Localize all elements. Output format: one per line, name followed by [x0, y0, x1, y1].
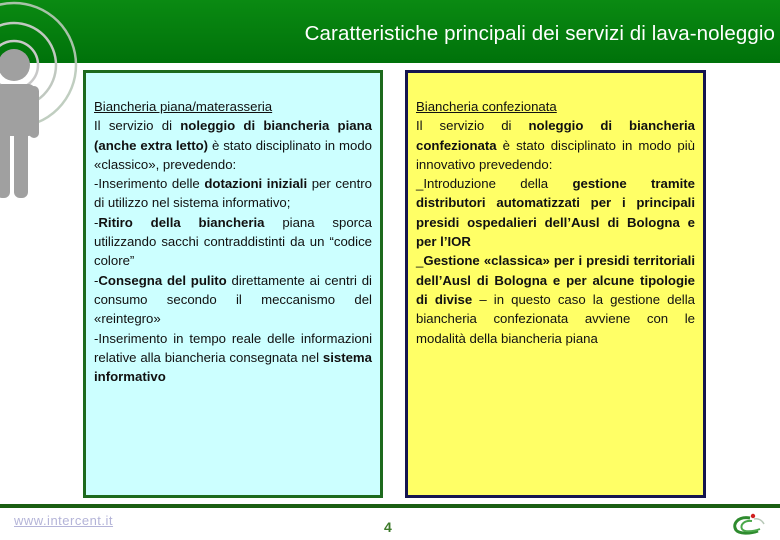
intro-text: Il servizio di [416, 118, 529, 134]
item-bold: Consegna del pulito [98, 272, 227, 288]
footer-divider [0, 504, 780, 508]
item-prefix: - [94, 214, 99, 230]
item-bold: Gestione «classica» per i presidi territoriali dell’Ausl di Bologna e per alcune tipologie di divise [416, 253, 695, 307]
intro-bold: noleggio di biancheria confezionata [416, 118, 695, 153]
header-bar [0, 0, 780, 63]
list-item [94, 329, 372, 387]
item-bold: sistema informativo [94, 349, 372, 385]
list-item [94, 213, 372, 271]
intro-text-end: è stato disciplinato in modo più innovativo prevedendo: [416, 137, 695, 172]
list-item [94, 174, 372, 213]
item-prefix: -Inserimento delle [94, 176, 205, 192]
item-bold: dotazioni iniziali [204, 176, 308, 192]
item-suffix: direttamente ai centri di consumo secondo il meccanismo del «reintegro» [94, 272, 372, 327]
page-number: 4 [384, 519, 392, 535]
item-suffix: piana sporca utilizzando sacchi contraddistinti da un “codice colore” [94, 214, 372, 269]
item-bold: Ritiro della biancheria [98, 214, 265, 230]
intro-bold: noleggio di biancheria piana (anche extra letto) [94, 118, 372, 153]
packaged-linen-heading: Biancheria confezionata [416, 99, 557, 114]
intro-text-end: è stato disciplinato in modo «classico», prevedendo: [94, 137, 372, 172]
website-link[interactable]: www.intercent.it [14, 513, 114, 528]
flat-linen-heading: Biancheria piana/materasseria [94, 99, 273, 114]
flat-linen-intro [94, 116, 372, 174]
packaged-linen-intro [416, 116, 695, 174]
packaged-linen-panel [405, 70, 706, 498]
item-prefix: _ [416, 253, 424, 269]
item-prefix: _Introduzione della [416, 176, 573, 192]
intro-text: Il servizio di [94, 118, 181, 134]
intercent-logo-icon [728, 512, 768, 536]
list-item [416, 251, 695, 347]
item-suffix: per centro di utilizzo nel sistema informativo; [94, 176, 372, 211]
item-suffix: – in questo caso la gestione della biancheria confezionata avviene con le modalità della biancheria piana [416, 291, 695, 346]
page-title: Caratteristiche principali dei servizi di lava-noleggio [304, 22, 775, 45]
item-bold: gestione tramite distributori automatizzati per i principali presidi ospedalieri dell’Ausl di Bologna e per l’IOR [416, 176, 695, 250]
item-prefix: - [94, 272, 99, 288]
flat-linen-panel [83, 70, 383, 498]
list-item [94, 271, 372, 329]
list-item [416, 174, 695, 251]
item-prefix: -Inserimento in tempo reale delle informazioni relative alla biancheria consegnata nel [94, 330, 372, 365]
